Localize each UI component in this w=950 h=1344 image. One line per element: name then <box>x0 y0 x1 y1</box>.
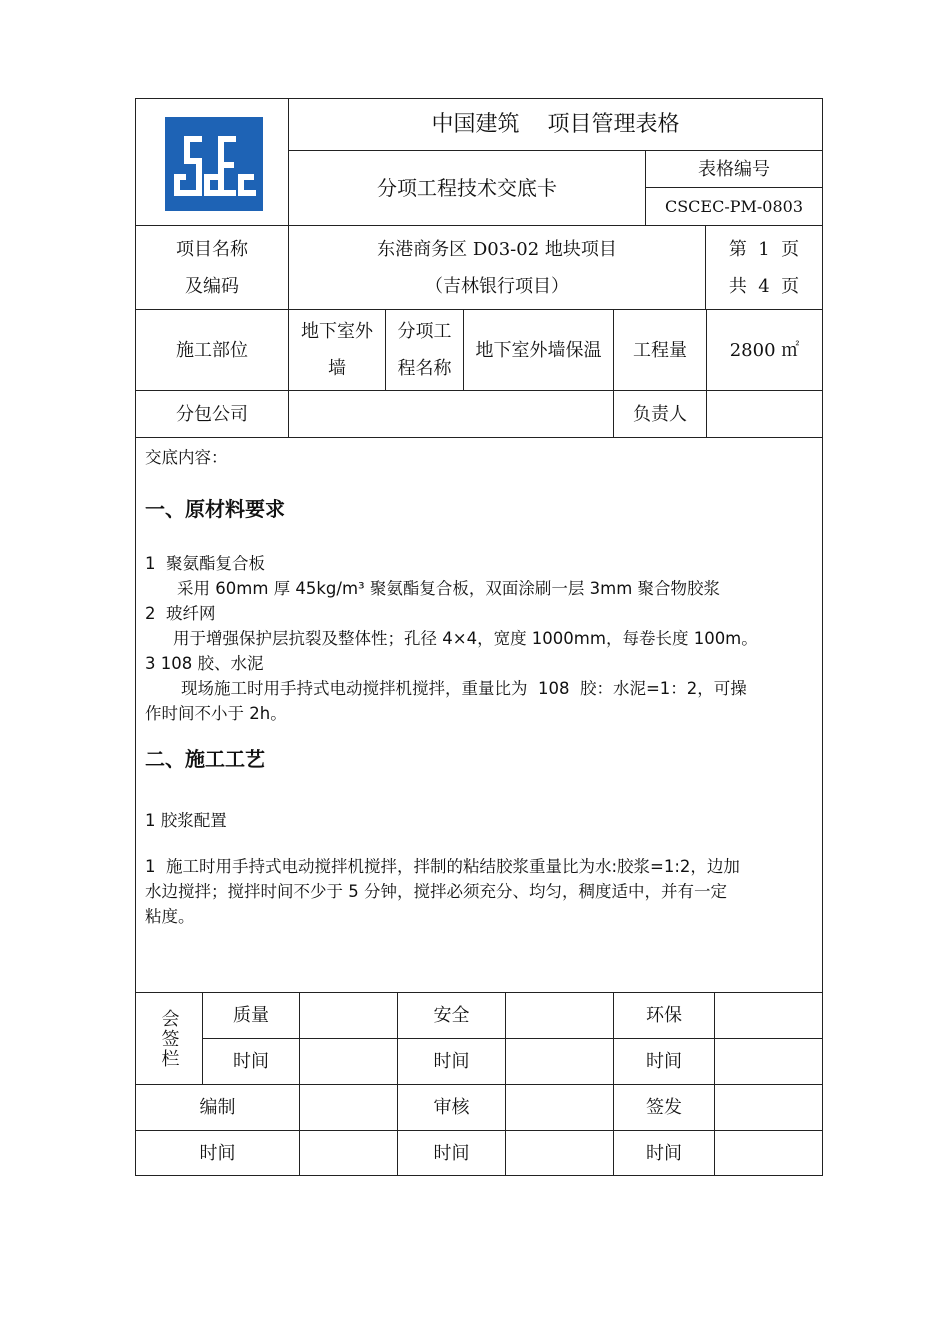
step1-text-2: 水边搅拌；搅拌时间不少于 5 分钟，搅拌必须充分、均匀，稠度适中，并有一定 <box>145 882 727 901</box>
quantity-value: 2800 ㎡ <box>706 309 823 391</box>
project-name-value <box>288 225 706 310</box>
location-label: 施工部位 <box>135 309 289 391</box>
issue-label: 签发 <box>613 1084 715 1131</box>
logo-cell <box>135 98 289 226</box>
section2-heading: 二、施工工艺 <box>145 747 265 771</box>
safety-sign[interactable] <box>505 992 614 1039</box>
subitem-value: 地下室外墙保温 <box>463 309 614 391</box>
page-current: 第 1 页 <box>728 238 800 260</box>
env-sign[interactable] <box>714 992 823 1039</box>
item2-text: 用于增强保护层抗裂及整体性；孔径 4×4，宽度 1000mm，每卷长度 100m。 <box>173 629 758 648</box>
location-value-line1: 地下室外 <box>301 321 373 342</box>
item2-title: 2 玻纤网 <box>145 604 216 623</box>
org-title: 中国建筑 项目管理表格 <box>288 98 823 151</box>
safety-time-label: 时间 <box>397 1038 506 1085</box>
issue-time-label: 时间 <box>613 1130 715 1176</box>
env-label: 环保 <box>613 992 715 1039</box>
safety-time-value[interactable] <box>505 1038 614 1085</box>
form-no-value: CSCEC-PM-0803 <box>645 187 823 226</box>
page-total: 共 4 页 <box>728 275 800 297</box>
subitem-label-line2: 程名称 <box>397 358 452 379</box>
project-name-line2: （吉林银行项目） <box>425 275 569 297</box>
quality-time-value[interactable] <box>299 1038 398 1085</box>
location-value-line2: 墙 <box>328 358 346 379</box>
location-value <box>288 309 386 391</box>
review-time-value[interactable] <box>505 1130 614 1176</box>
env-time-label: 时间 <box>613 1038 715 1085</box>
signoff-group-text: 会签栏 <box>158 1008 180 1069</box>
compile-time-value[interactable] <box>299 1130 398 1176</box>
cscec-logo-mark <box>165 117 263 211</box>
quantity-label: 工程量 <box>613 309 707 391</box>
quality-time-label: 时间 <box>202 1038 300 1085</box>
safety-label: 安全 <box>397 992 506 1039</box>
page-number-cell <box>705 225 823 310</box>
subitem-label-line1: 分项工 <box>397 321 452 342</box>
subcontract-label: 分包公司 <box>135 390 289 438</box>
review-sign[interactable] <box>505 1084 614 1131</box>
item3-title: 3 108 胶、水泥 <box>145 654 264 673</box>
env-time-value[interactable] <box>714 1038 823 1085</box>
signoff-group-label <box>135 992 203 1085</box>
review-label: 审核 <box>397 1084 506 1131</box>
item1-title: 1 聚氨酯复合板 <box>145 554 265 573</box>
compile-time-label: 时间 <box>135 1130 300 1176</box>
review-time-label: 时间 <box>397 1130 506 1176</box>
section1-heading: 一、原材料要求 <box>145 497 285 521</box>
project-name-label <box>135 225 289 310</box>
item3-text-1: 现场施工时用手持式电动搅拌机搅拌，重量比为 108 胶：水泥=1：2，可操 <box>181 679 747 698</box>
step1-text-3: 粘度。 <box>145 907 195 926</box>
project-name-label-line2: 及编码 <box>185 275 239 297</box>
compile-sign[interactable] <box>299 1084 398 1131</box>
responsible-value[interactable] <box>706 390 823 438</box>
project-name-label-line1: 项目名称 <box>176 238 248 260</box>
compile-label: 编制 <box>135 1084 300 1131</box>
item1-text: 采用 60mm 厚 45kg/m³ 聚氨酯复合板，双面涂刷一层 3mm 聚合物胶浆 <box>177 579 721 598</box>
form-title: 分项工程技术交底卡 <box>288 150 646 226</box>
responsible-label: 负责人 <box>613 390 707 438</box>
cscec-logo <box>165 117 263 211</box>
subitem-label <box>385 309 464 391</box>
project-name-line1: 东港商务区 D03-02 地块项目 <box>377 238 617 260</box>
subcontract-value[interactable] <box>288 390 614 438</box>
quality-sign[interactable] <box>299 992 398 1039</box>
step1-text-1: 1 施工时用手持式电动搅拌机搅拌，拌制的粘结胶浆重量比为水:胶浆=1:2，边加 <box>145 857 740 876</box>
step1-title: 1 胶浆配置 <box>145 811 227 830</box>
item3-text-2: 作时间不小于 2h。 <box>145 704 287 723</box>
content-intro: 交底内容： <box>145 448 228 467</box>
form-no-label: 表格编号 <box>645 150 823 188</box>
quality-label: 质量 <box>202 992 300 1039</box>
issue-sign[interactable] <box>714 1084 823 1131</box>
issue-time-value[interactable] <box>714 1130 823 1176</box>
